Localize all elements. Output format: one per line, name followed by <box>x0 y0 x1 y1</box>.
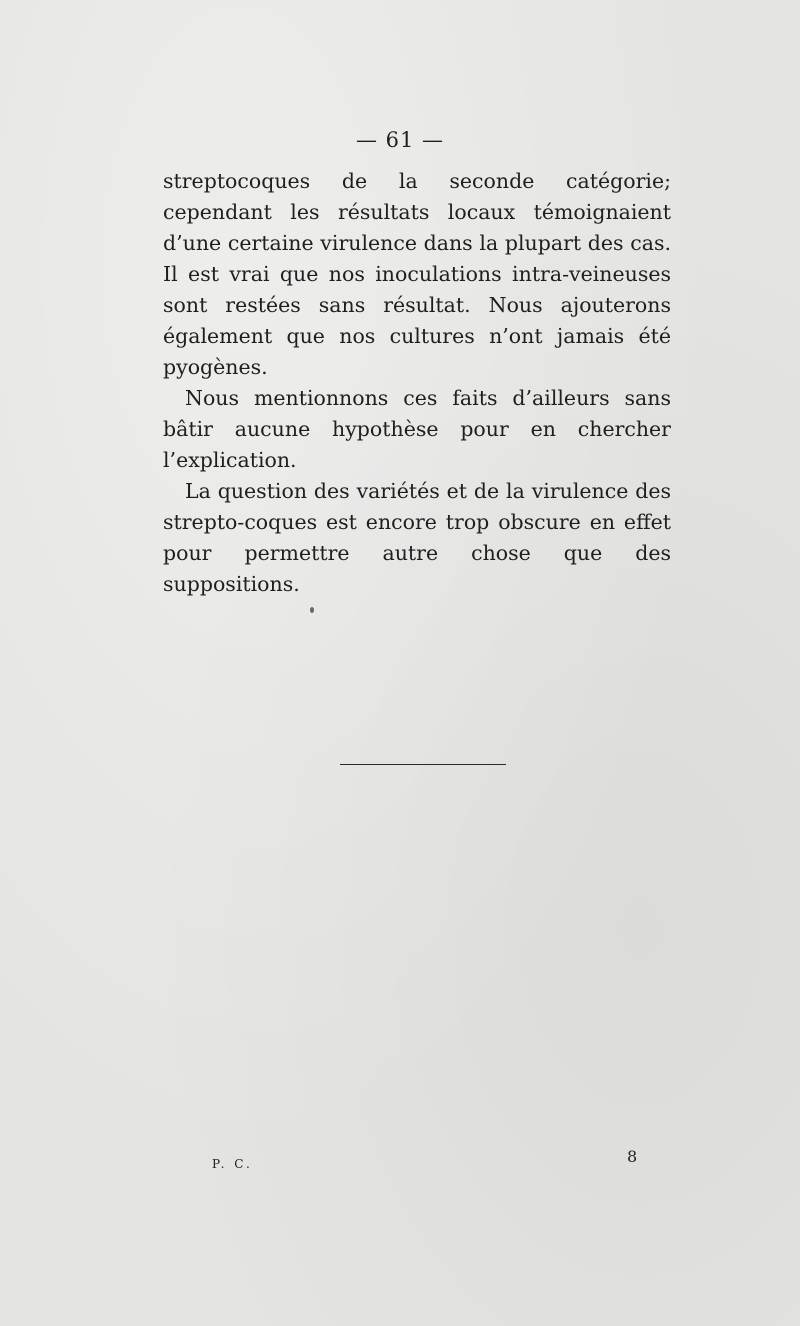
paragraph-3: La question des variétés et de la virulence des strepto-coques est encore trop obscure en effet pour permettre autre chose que des suppositions. <box>163 479 671 596</box>
paragraph-2: Nous mentionnons ces faits d’ailleurs sans bâtir aucune hypothèse pour en chercher l’explication. <box>163 386 671 472</box>
paragraph-1: streptocoques de la seconde catégorie; cependant les résultats locaux témoignaient d’une certaine virulence dans la plupart des cas. Il est vrai que nos inoculations intra-veineuses sont restées sans résultat. Nous ajouterons également que nos cultures n’ont jamais été pyogènes. <box>163 169 671 379</box>
section-end-rule <box>340 764 506 765</box>
sheet-number: 8 <box>627 1147 638 1166</box>
printer-signature: P. C. <box>212 1157 253 1171</box>
ink-speck <box>310 607 314 613</box>
page-number: — 61 — <box>355 128 445 152</box>
body-text <box>163 166 671 600</box>
